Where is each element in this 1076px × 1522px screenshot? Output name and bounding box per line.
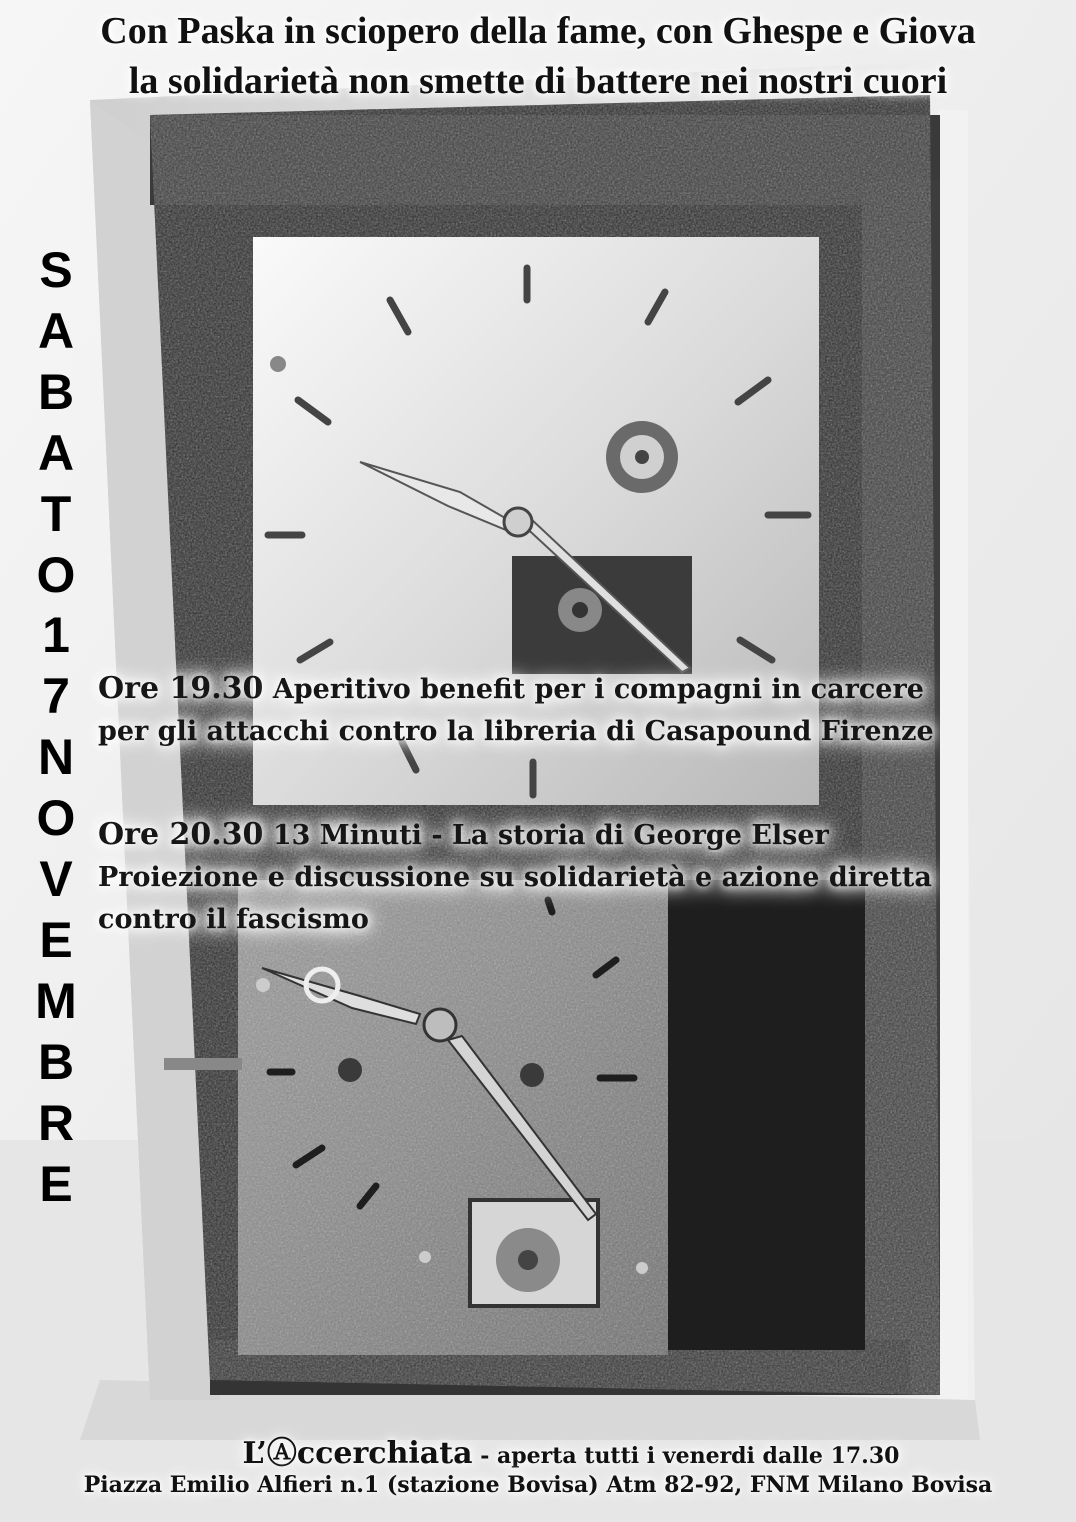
date-letter: 7 xyxy=(42,668,70,725)
date-letter: B xyxy=(37,363,75,420)
date-letter: V xyxy=(39,851,73,908)
date-letter: A xyxy=(37,302,75,359)
headline-line-2: la solidarietà non smette di battere nei nostri cuori xyxy=(128,60,948,102)
date-letter: N xyxy=(37,729,75,786)
date-letter: O xyxy=(36,790,76,847)
date-letter: A xyxy=(37,424,75,481)
vertical-date xyxy=(24,240,88,1215)
footer-venue-line xyxy=(0,1428,1076,1472)
date-letter: S xyxy=(39,242,73,298)
date-letter: T xyxy=(40,485,72,542)
date-letter: O xyxy=(36,546,76,603)
footer-address: Piazza Emilio Alfieri n.1 (stazione Bovisa) Atm 82-92, FNM Milano Bovisa xyxy=(83,1472,993,1498)
date-letter: E xyxy=(39,911,73,968)
event-description: per gli attacchi contro la libreria di Casapound Firenze xyxy=(98,716,934,747)
event-screening xyxy=(98,814,932,941)
event-title: Aperitivo benefit per i compagni in carcere xyxy=(272,674,924,705)
event-title: 13 Minuti - La storia di George Elser xyxy=(272,820,829,851)
date-letter: R xyxy=(37,1094,75,1151)
date-letter: M xyxy=(35,972,77,1029)
headline-line-1: Con Paska in sciopero della fame, con Ghespe e Giova xyxy=(100,10,976,52)
date-letter: B xyxy=(37,1033,75,1090)
venue-hours: - aperta tutti i venerdi dalle 17.30 xyxy=(480,1443,900,1469)
event-line xyxy=(98,814,932,857)
event-description: Proiezione e discussione su solidarietà e azione diretta xyxy=(98,862,932,893)
event-description: contro il fascismo xyxy=(98,904,369,935)
venue-name: L’Ⓐccerchiata xyxy=(242,1436,473,1471)
event-time: Ore 19.30 xyxy=(98,671,264,706)
headline xyxy=(0,6,1076,106)
event-time: Ore 20.30 xyxy=(98,817,264,852)
date-letter: E xyxy=(39,1155,73,1212)
event-line xyxy=(98,668,934,711)
event-aperitivo xyxy=(98,668,934,753)
date-letter: 1 xyxy=(42,607,70,664)
